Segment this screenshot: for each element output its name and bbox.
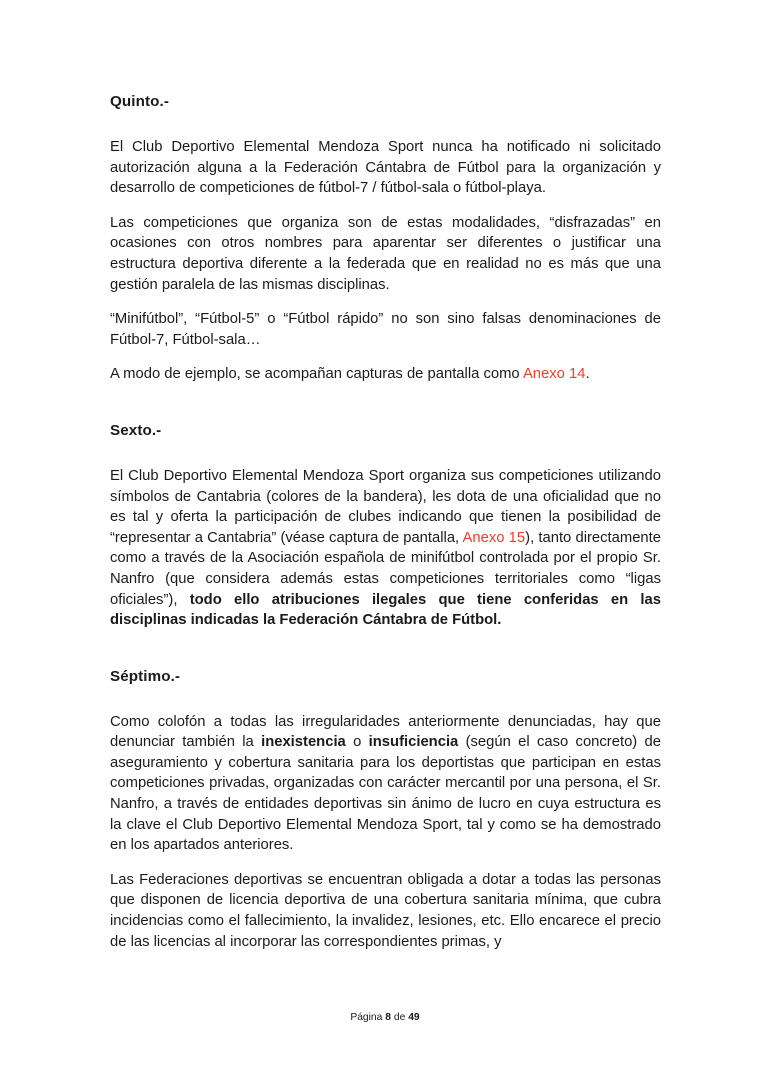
paragraph	[110, 466, 661, 631]
anexo-14-reference: Anexo 14	[522, 366, 586, 383]
text-run: 49	[408, 1012, 420, 1023]
page-footer	[0, 1011, 770, 1025]
text-run: Las Federaciones deportivas se encuentran obligada a dotar a todas las personas que disponen de licencia deportiva de una cobertura sanitaria mínima, que cubra incidencias como el fallecimiento, la invalidez, lesiones, etc. Ello encarece el precio de las licencias al incorporar las correspondientes primas, y	[110, 871, 661, 950]
text-run: El Club Deportivo Elemental Mendoza Sport nunca ha notificado ni solicitado autorización alguna a la Federación Cántabra de Fútbol para la organización y desarrollo de competiciones de fútbol-7 / fútbol-sala o fútbol-playa.	[110, 139, 661, 197]
text-run: 8	[385, 1012, 391, 1023]
section-paragraphs	[110, 466, 661, 631]
paragraph	[110, 309, 661, 350]
text-run: de	[391, 1012, 409, 1023]
text-run: Las competiciones que organiza son de estas modalidades, “disfrazadas” en ocasiones con otros nombres para aparentar ser diferentes o justificar una estructura deportiva diferente a la federada que en realidad no es más que una gestión paralela de las mismas disciplinas.	[110, 214, 661, 293]
section-paragraphs	[110, 712, 661, 953]
paragraph	[110, 364, 661, 385]
paragraph	[110, 137, 661, 199]
paragraph	[110, 870, 661, 952]
section-septimo	[110, 667, 661, 953]
text-run: Página	[350, 1012, 386, 1023]
section-sexto	[110, 421, 661, 631]
paragraph	[110, 213, 661, 295]
paragraph	[110, 712, 661, 856]
anexo-15-reference: Anexo 15	[462, 529, 526, 546]
section-heading: Séptimo.-	[110, 667, 181, 685]
text-run: ), tanto directamente como a través de la Asociación española de minifútbol controlada por el propio Sr. Nanfro (que considera además estas competiciones territoriales como “ligas oficiales”),	[110, 529, 662, 608]
text-run: “Minifútbol”, “Fútbol-5” o “Fútbol rápido” no son sino falsas denominaciones de Fútbol-7, Fútbol-sala…	[110, 311, 661, 348]
text-run: todo ello atribuciones ilegales que tiene conferidas en las disciplinas indicadas la Federación Cántabra de Fútbol.	[110, 591, 661, 629]
text-run: o	[345, 734, 369, 751]
text-run: .	[585, 366, 590, 383]
text-run: (según el caso concreto) de aseguramiento y cobertura sanitaria para los deportistas que participan en estas competiciones privadas, organizadas con carácter mercantil por una persona, el Sr. Nanfro, a través de entidades deportivas sin ánimo de lucro en cuya estructura es la clave el Club Deportivo Elemental Mendoza Sport, tal y como se ha demostrado en los apartados anteriores.	[110, 734, 661, 854]
section-heading: Sexto.-	[110, 421, 162, 439]
text-run: insuficiencia	[368, 734, 459, 751]
section-paragraphs	[110, 137, 661, 385]
section-heading: Quinto.-	[110, 93, 169, 110]
section-quinto	[110, 92, 661, 385]
text-run: inexistencia	[261, 734, 346, 751]
text-run: A modo de ejemplo, se acompañan capturas de pantalla como	[110, 366, 523, 383]
text-run: Como colofón a todas las irregularidades anteriormente denunciadas, hay que denunciar también la	[110, 713, 661, 751]
text-run: El Club Deportivo Elemental Mendoza Sport organiza sus competiciones utilizando símbolos de Cantabria (colores de la bandera), les dota de una oficialidad que no es tal y oferta la participación de clubes indicando que tienen la posibilidad de “representar a Cantabria” (véase captura de pantalla,	[110, 467, 661, 546]
